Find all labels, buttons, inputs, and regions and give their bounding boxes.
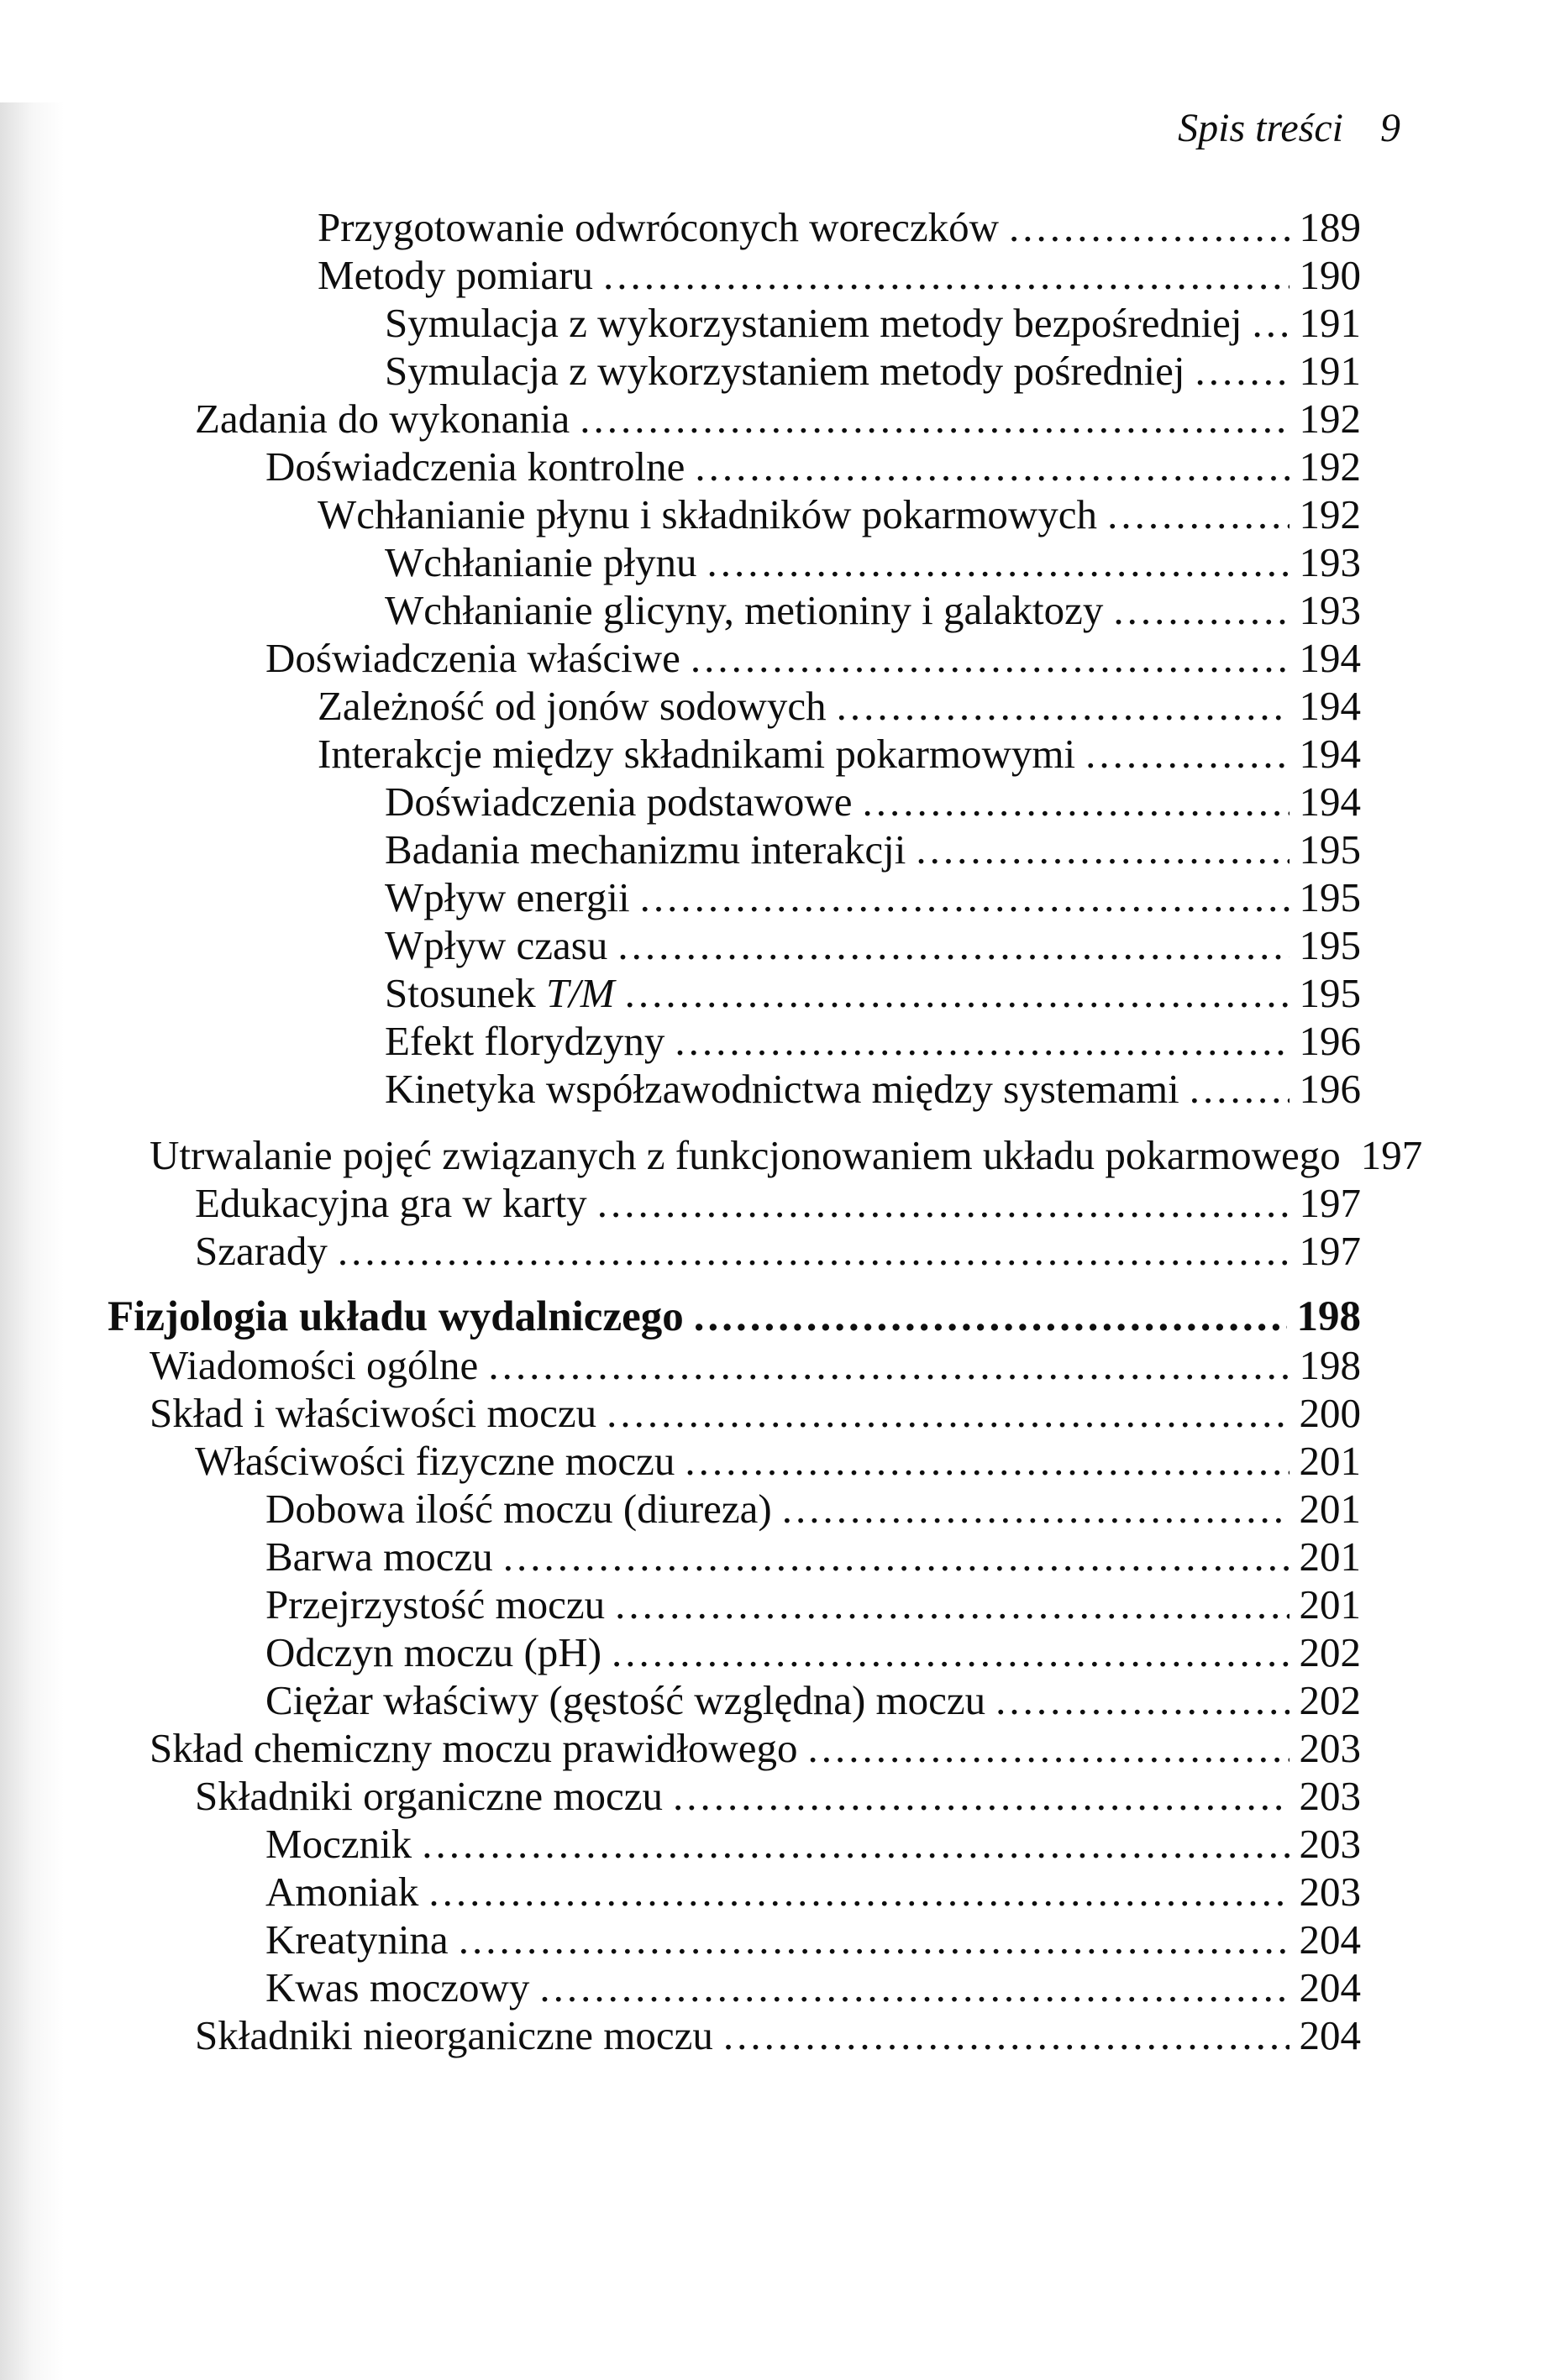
dot-leader	[596, 1389, 1289, 1437]
toc-entry	[108, 1628, 1361, 1676]
dot-leader	[607, 921, 1289, 969]
toc-entry-label: Wchłanianie płynu	[385, 539, 697, 585]
dot-leader	[985, 1676, 1289, 1724]
toc-entry-label: Stosunek	[385, 970, 536, 1016]
page-number: 203	[1299, 1821, 1361, 1867]
dot-leader	[680, 634, 1289, 682]
page-number: 194	[1299, 778, 1361, 825]
toc-entry-label: Wiadomości ogólne	[150, 1342, 479, 1388]
toc-entry-label: Doświadczenia podstawowe	[385, 778, 853, 825]
toc-entry	[108, 299, 1361, 347]
page-number: 192	[1299, 443, 1361, 490]
toc-entry	[108, 634, 1361, 682]
page-number: 196	[1299, 1066, 1361, 1112]
page-number: 200	[1299, 1390, 1361, 1436]
header-title: Spis treści	[1178, 106, 1343, 150]
dot-leader	[664, 1017, 1289, 1065]
toc-entry-label: Doświadczenia kontrolne	[265, 443, 685, 490]
dot-leader	[1103, 586, 1289, 634]
toc-entry	[108, 1963, 1361, 2011]
toc-entry-label: Efekt florydzyny	[385, 1018, 665, 1064]
page-number: 197	[1360, 1132, 1423, 1178]
toc-entry-label: Zadania do wykonania	[195, 396, 570, 442]
page-number: 195	[1299, 874, 1361, 920]
page-number: 195	[1299, 970, 1361, 1016]
toc-entry-label: Metody pomiaru	[318, 252, 593, 298]
toc-entry-label: Barwa moczu	[265, 1533, 493, 1580]
toc-entry-label: Skład i właściwości moczu	[150, 1390, 597, 1436]
toc-entry	[108, 873, 1361, 921]
page-number: 203	[1299, 1773, 1361, 1819]
toc-entry	[108, 347, 1361, 395]
page-number: 193	[1299, 587, 1361, 633]
dot-leader	[798, 1724, 1289, 1772]
toc-entry-label: Fizjologia układu wydalniczego	[108, 1293, 684, 1340]
dot-leader	[605, 1581, 1289, 1628]
toc-entry	[108, 682, 1361, 730]
toc-entry-label: Symulacja z wykorzystaniem metody bezpośredniej	[385, 300, 1242, 346]
toc-entry-label: Wpływ czasu	[385, 922, 608, 968]
toc-entry	[108, 1533, 1361, 1581]
dot-leader	[772, 1485, 1289, 1533]
toc-entry	[108, 730, 1361, 778]
toc-entry-label: Kreatynina	[265, 1916, 449, 1963]
dot-leader	[630, 873, 1289, 921]
toc-entry	[108, 586, 1361, 634]
toc-entry-label: Doświadczenia właściwe	[265, 635, 680, 681]
page-number: 192	[1299, 491, 1361, 537]
toc-entry	[108, 1676, 1361, 1724]
toc-entry	[108, 1293, 1361, 1341]
page-number: 192	[1299, 396, 1361, 442]
toc-entry-label: Kwas moczowy	[265, 1964, 530, 2010]
toc-entry-label: Składniki nieorganiczne moczu	[195, 2012, 713, 2058]
toc-entry	[108, 1179, 1361, 1227]
toc-entry-label-italic: T/M	[535, 970, 615, 1016]
dot-leader	[696, 538, 1289, 586]
page-number: 202	[1299, 1677, 1361, 1723]
page-number: 197	[1299, 1228, 1361, 1274]
toc-entry-label: Kinetyka współzawodnictwa między systemami	[385, 1066, 1179, 1112]
page-number: 189	[1299, 204, 1361, 250]
toc-list	[108, 203, 1423, 2059]
dot-leader	[999, 203, 1289, 251]
toc-entry	[108, 1916, 1361, 1963]
toc-entry-label: Przygotowanie odwróconych woreczków	[318, 204, 999, 250]
toc-entry-label: Utrwalanie pojęć związanych z funkcjonowaniem układu pokarmowego	[150, 1132, 1341, 1178]
toc-entry	[108, 1868, 1361, 1916]
page-number: 201	[1299, 1486, 1361, 1532]
header-page-number: 9	[1380, 106, 1400, 150]
toc-entry-label: Zależność od jonów sodowych	[318, 683, 827, 729]
dot-leader	[663, 1772, 1289, 1820]
dot-leader	[328, 1227, 1289, 1275]
toc-entry	[108, 490, 1361, 538]
dot-leader	[853, 778, 1289, 826]
toc-entry-label: Skład chemiczny moczu prawidłowego	[150, 1725, 798, 1771]
dot-leader	[529, 1963, 1289, 2011]
dot-leader	[570, 395, 1289, 443]
dot-leader	[1075, 730, 1289, 778]
dot-leader	[1341, 1131, 1351, 1179]
dot-leader	[587, 1179, 1289, 1227]
dot-leader	[1185, 347, 1289, 395]
toc-entry-label: Składniki organiczne moczu	[195, 1773, 663, 1819]
page-number: 201	[1299, 1438, 1361, 1484]
toc-entry-label: Przejrzystość moczu	[265, 1581, 606, 1628]
dot-leader	[1242, 299, 1289, 347]
toc-entry	[108, 203, 1361, 251]
toc-entry	[108, 1724, 1361, 1772]
toc-entry-label: Edukacyjna gra w karty	[195, 1180, 587, 1226]
dot-leader	[418, 1868, 1289, 1916]
toc-entry	[108, 2011, 1361, 2059]
toc-entry	[108, 1772, 1361, 1820]
toc-entry-label: Interakcje między składnikami pokarmowymi	[318, 731, 1076, 777]
toc-entry-label: Ciężar właściwy (gęstość względna) moczu	[265, 1677, 986, 1723]
toc-entry-label: Szarady	[195, 1228, 328, 1274]
page-number: 194	[1299, 635, 1361, 681]
toc-entry-label: Odczyn moczu (pH)	[265, 1629, 602, 1675]
page-number: 203	[1299, 1869, 1361, 1915]
page-number: 194	[1299, 683, 1361, 729]
dot-leader	[1179, 1065, 1289, 1113]
page-number: 197	[1299, 1180, 1361, 1226]
page-number: 201	[1299, 1533, 1361, 1580]
page-number: 202	[1299, 1629, 1361, 1675]
page-number: 198	[1299, 1342, 1361, 1388]
dot-leader	[493, 1533, 1289, 1581]
page-header	[0, 102, 1400, 155]
toc-entry	[108, 1820, 1361, 1868]
toc-entry-label: Mocznik	[265, 1821, 412, 1867]
page-number: 204	[1299, 1964, 1361, 2010]
page-number: 196	[1299, 1018, 1361, 1064]
toc-entry	[108, 538, 1361, 586]
toc-entry	[108, 1131, 1423, 1179]
dot-leader	[685, 443, 1289, 490]
dot-leader	[601, 1628, 1289, 1676]
page-number: 201	[1299, 1581, 1361, 1628]
page-number: 193	[1299, 539, 1361, 585]
toc-entry	[108, 1437, 1361, 1485]
toc-entry-label: Symulacja z wykorzystaniem metody pośredniej	[385, 348, 1185, 394]
toc-entry-label: Amoniak	[265, 1869, 419, 1915]
toc-entry	[108, 1065, 1361, 1113]
toc-entry	[108, 395, 1361, 443]
toc-entry	[108, 443, 1361, 490]
toc-entry	[108, 1227, 1361, 1275]
page-number: 198	[1296, 1293, 1361, 1340]
toc-entry	[108, 921, 1361, 969]
toc-entry-label: Dobowa ilość moczu (diureza)	[265, 1486, 772, 1532]
toc-entry	[108, 1017, 1361, 1065]
toc-entry-label: Właściwości fizyczne moczu	[195, 1438, 675, 1484]
toc-entry	[108, 826, 1361, 873]
dot-leader	[593, 251, 1289, 299]
page-number: 195	[1299, 922, 1361, 968]
dot-leader	[449, 1916, 1289, 1963]
dot-leader	[478, 1341, 1289, 1389]
page-number: 194	[1299, 731, 1361, 777]
toc-entry-label: Wpływ energii	[385, 874, 630, 920]
toc-entry	[108, 1485, 1361, 1533]
dot-leader	[827, 682, 1289, 730]
page-number: 204	[1299, 2012, 1361, 2058]
toc-entry-label: Wchłanianie płynu i składników pokarmowych	[318, 491, 1098, 537]
toc-entry	[108, 1389, 1361, 1437]
dot-leader	[412, 1820, 1289, 1868]
dot-leader	[906, 826, 1289, 873]
dot-leader	[675, 1437, 1289, 1485]
dot-leader	[684, 1293, 1287, 1341]
page-number: 191	[1299, 300, 1361, 346]
page-number: 195	[1299, 826, 1361, 873]
toc-entry	[108, 778, 1361, 826]
toc-entry-label: Wchłanianie glicyny, metioniny i galaktozy	[385, 587, 1104, 633]
dot-leader	[615, 969, 1289, 1017]
page-number: 190	[1299, 252, 1361, 298]
dot-leader	[1097, 490, 1289, 538]
page-number: 203	[1299, 1725, 1361, 1771]
page-number: 204	[1299, 1916, 1361, 1963]
toc-entry-label: Badania mechanizmu interakcji	[385, 826, 906, 873]
toc-entry	[108, 969, 1361, 1017]
toc-entry	[108, 251, 1361, 299]
dot-leader	[713, 2011, 1289, 2059]
scan-edge-shadow	[0, 102, 71, 2380]
toc-entry	[108, 1341, 1361, 1389]
page-number: 191	[1299, 348, 1361, 394]
toc-entry	[108, 1581, 1361, 1628]
